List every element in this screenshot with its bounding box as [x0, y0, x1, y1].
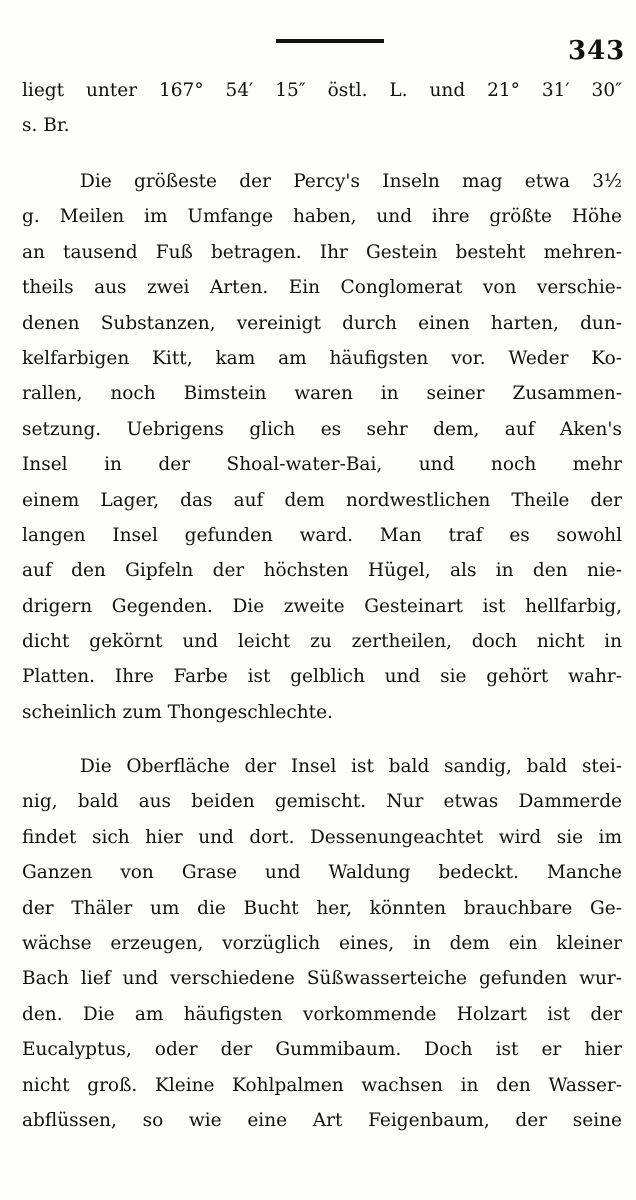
- text-line: Die Oberfläche der Insel ist bald sandig, bald stei-: [80, 756, 622, 777]
- text-line: s. Br.: [22, 115, 70, 137]
- text-line: Eucalyptus, oder der Gummibaum. Doch ist er hier: [22, 1039, 622, 1061]
- text-line: dicht gekörnt und leicht zu zertheilen, doch nicht in: [22, 631, 622, 653]
- text-line: Insel in der Shoal-water-Bai, und noch mehr: [22, 454, 622, 476]
- text-line: nig, bald aus beiden gemischt. Nur etwas Dammerde: [22, 791, 622, 813]
- paragraph-island-surface: [22, 749, 622, 1138]
- text-line: den. Die am häufigsten vorkommende Holzart ist der: [22, 1003, 622, 1025]
- text-line: kelfarbigen Kitt, kam am häufigsten vor. Weder Ko-: [22, 347, 622, 369]
- text-line: liegt unter 167° 54′ 15″ östl. L. und 21° 31′ 30″: [22, 80, 622, 101]
- text-line: rallen, noch Bimstein waren in seiner Zusammen-: [22, 383, 622, 405]
- header-rule: [276, 39, 384, 43]
- paragraph-percy-islands: [22, 164, 622, 730]
- text-line: theils aus zwei Arten. Ein Conglomerat von verschie-: [22, 277, 622, 299]
- text-line: abflüssen, so wie eine Art Feigenbaum, der seine: [22, 1109, 622, 1131]
- page-number: 343: [568, 36, 626, 66]
- text-line: an tausend Fuß betragen. Ihr Gestein besteht mehren-: [22, 241, 622, 263]
- text-line: wächse erzeugen, vorzüglich eines, in dem ein kleiner: [22, 932, 622, 954]
- text-line: der Thäler um die Bucht her, könnten brauchbare Ge-: [22, 897, 622, 919]
- text-line: drigern Gegenden. Die zweite Gesteinart ist hellfarbig,: [22, 595, 622, 617]
- text-line: Die größeste der Percy's Inseln mag etwa 3½: [80, 171, 622, 192]
- text-line: findet sich hier und dort. Dessenungeachtet wird sie im: [22, 826, 622, 848]
- text-line: Bach lief und verschiedene Süßwasserteiche gefunden wur-: [22, 968, 622, 990]
- text-line: scheinlich zum Thongeschlechte.: [22, 701, 333, 723]
- text-line: auf den Gipfeln der höchsten Hügel, als in den nie-: [22, 560, 622, 582]
- paragraph-continuation: [22, 73, 622, 144]
- text-line: denen Substanzen, vereinigt durch einen harten, dun-: [22, 312, 622, 334]
- text-line: langen Insel gefunden ward. Man traf es sowohl: [22, 524, 622, 546]
- text-line: g. Meilen im Umfange haben, und ihre größte Höhe: [22, 206, 622, 228]
- text-line: Ganzen von Grase und Waldung bedeckt. Manche: [22, 862, 622, 884]
- text-line: Platten. Ihre Farbe ist gelblich und sie gehört wahr-: [22, 666, 622, 688]
- text-line: setzung. Uebrigens glich es sehr dem, auf Aken's: [22, 418, 622, 440]
- text-line: einem Lager, das auf dem nordwestlichen Theile der: [22, 489, 622, 511]
- text-line: nicht groß. Kleine Kohlpalmen wachsen in den Wasser-: [22, 1074, 622, 1096]
